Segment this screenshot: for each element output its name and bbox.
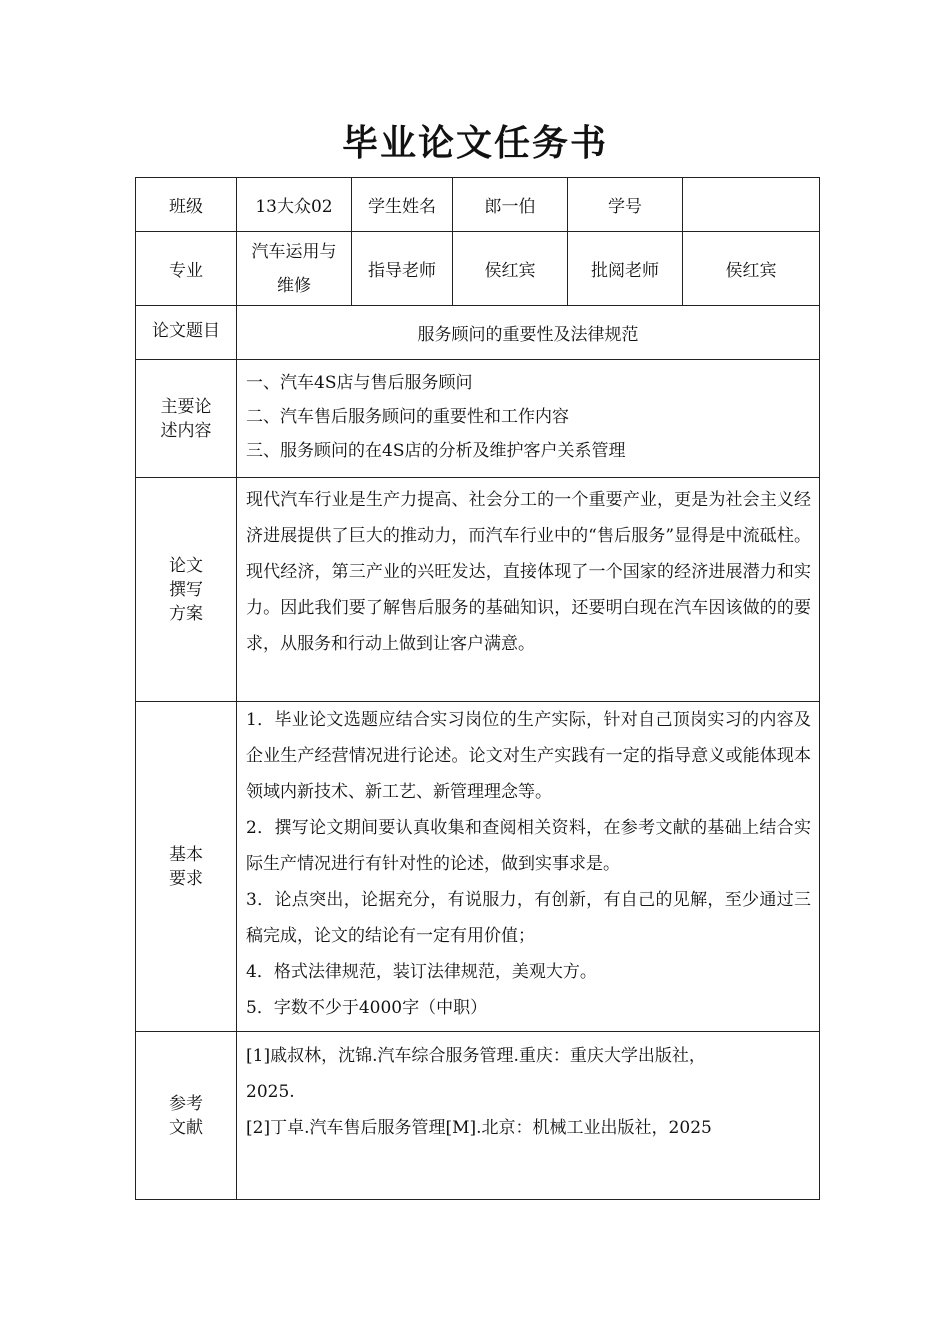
requirements-list bbox=[237, 702, 820, 1032]
main-content-list bbox=[237, 360, 820, 478]
writing-plan-label-text: 论文撰写方案 bbox=[169, 555, 203, 624]
advisor-label: 指导老师 bbox=[352, 232, 453, 306]
reference-item: [1]戚叔林，沈锦.汽车综合服务管理.重庆：重庆大学出版社，2025. bbox=[246, 1046, 706, 1102]
student-id-value bbox=[683, 178, 820, 232]
student-name-label: 学生姓名 bbox=[352, 178, 453, 232]
row-class-info bbox=[136, 178, 820, 232]
reference-item: [2]丁卓.汽车售后服务管理[M].北京：机械工业出版社，2025 bbox=[246, 1118, 712, 1138]
requirements-label bbox=[136, 702, 237, 1032]
class-label: 班级 bbox=[136, 178, 237, 232]
row-writing-plan bbox=[136, 478, 820, 702]
document-title: 毕业论文任务书 bbox=[341, 122, 608, 164]
student-id-label: 学号 bbox=[568, 178, 683, 232]
major-value: 汽车运用与维修 bbox=[237, 232, 352, 306]
requirement-item: 3．论点突出，论据充分，有说服力，有创新，有自己的见解，至少通过三稿完成，论文的结论有一定有用价值； bbox=[246, 890, 811, 946]
requirement-item: 5．字数不少于4000字（中职） bbox=[246, 998, 488, 1018]
advisor-value: 侯红宾 bbox=[453, 232, 568, 306]
writing-plan-label bbox=[136, 478, 237, 702]
requirement-item: 4．格式法律规范，装订法律规范，美观大方。 bbox=[246, 962, 597, 982]
reviewer-label: 批阅老师 bbox=[568, 232, 683, 306]
row-requirements bbox=[136, 702, 820, 1032]
content-item: 二、汽车售后服务顾问的重要性和工作内容 bbox=[246, 407, 569, 427]
row-references bbox=[136, 1032, 820, 1200]
requirement-item: 2．撰写论文期间要认真收集和查阅相关资料，在参考文献的基础上结合实际生产情况进行有针对性的论述，做到实事求是。 bbox=[246, 818, 811, 874]
task-form-table bbox=[135, 177, 820, 1200]
topic-value: 服务顾问的重要性及法律规范 bbox=[237, 306, 820, 360]
content-item: 三、服务顾问的在4S店的分析及维护客户关系管理 bbox=[246, 441, 626, 461]
topic-label: 论文题目 bbox=[136, 306, 237, 360]
main-content-label-text: 主要论述内容 bbox=[160, 396, 212, 441]
references-label-text: 参考文献 bbox=[169, 1093, 203, 1138]
major-label: 专业 bbox=[136, 232, 237, 306]
references-label bbox=[136, 1032, 237, 1200]
requirements-label-text: 基本要求 bbox=[169, 844, 203, 889]
reviewer-value: 侯红宾 bbox=[683, 232, 820, 306]
student-name-value: 郎一伯 bbox=[453, 178, 568, 232]
row-topic bbox=[136, 306, 820, 360]
requirement-item: 1．毕业论文选题应结合实习岗位的生产实际，针对自己顶岗实习的内容及企业生产经营情况进行论述。论文对生产实践有一定的指导意义或能体现本领域内新技术、新工艺、新管理理念等。 bbox=[246, 710, 811, 802]
row-major-info bbox=[136, 232, 820, 306]
class-value: 13大众02 bbox=[237, 178, 352, 232]
references-list bbox=[237, 1032, 820, 1200]
main-content-label bbox=[136, 360, 237, 478]
row-main-content bbox=[136, 360, 820, 478]
content-item: 一、汽车4S店与售后服务顾问 bbox=[246, 373, 473, 393]
writing-plan-text: 现代汽车行业是生产力提高、社会分工的一个重要产业，更是为社会主义经济进展提供了巨大的推动力，而汽车行业中的“售后服务”显得是中流砥柱。现代经济，第三产业的兴旺发达，直接体现了一个国家的经济进展潜力和实力。因此我们要了解售后服务的基础知识，还要明白现在汽车因该做的的要求，从服务和行动上做到让客户满意。 bbox=[237, 478, 820, 702]
